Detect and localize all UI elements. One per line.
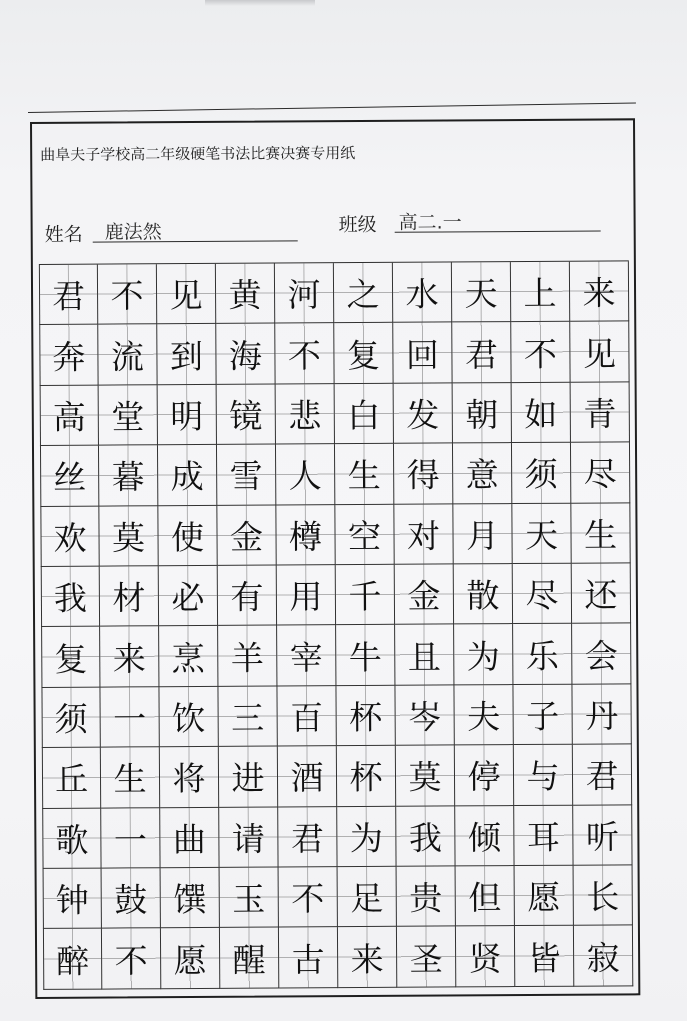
grid-cell: 水 <box>393 262 452 323</box>
grid-cell: 人 <box>276 444 335 505</box>
grid-cell: 但 <box>456 866 515 927</box>
grid-cell: 倾 <box>455 806 514 867</box>
grid-cell: 寂 <box>574 926 633 987</box>
grid-cell: 堂 <box>99 385 158 446</box>
grid-cell: 乐 <box>513 624 572 685</box>
grid-cell: 君 <box>278 807 337 868</box>
grid-cell: 三 <box>218 686 277 747</box>
grid-cell: 金 <box>217 505 276 566</box>
grid-cell: 有 <box>218 566 277 627</box>
grid-cell: 奔 <box>39 325 98 386</box>
grid-cell: 子 <box>513 684 572 745</box>
grid-cell: 饮 <box>159 687 218 748</box>
grid-cell: 月 <box>453 504 512 565</box>
grid-cell: 我 <box>396 806 455 867</box>
grid-cell: 海 <box>216 324 275 385</box>
grid-cell: 复 <box>41 627 100 688</box>
grid-cell: 明 <box>158 385 217 446</box>
grid-cell: 一 <box>101 808 160 869</box>
grid-cell: 用 <box>277 565 336 626</box>
grid-cell: 君 <box>573 745 632 806</box>
grid-cell: 贵 <box>397 866 456 927</box>
grid-cell: 不 <box>98 264 157 325</box>
grid-cell: 青 <box>571 382 630 443</box>
grid-cell: 成 <box>158 445 217 506</box>
grid-cell: 如 <box>512 382 571 443</box>
grid-cell: 金 <box>395 564 454 625</box>
name-underline <box>93 240 298 242</box>
grid-cell: 馔 <box>161 868 220 929</box>
grid-cell: 使 <box>158 505 217 566</box>
grid-cell: 鼓 <box>102 868 161 929</box>
grid-cell: 黄 <box>216 264 275 325</box>
grid-cell: 醒 <box>220 928 279 989</box>
grid-cell: 回 <box>393 323 452 384</box>
paper-edge-shadow <box>205 0 315 6</box>
grid-cell: 听 <box>573 805 632 866</box>
grid-cell: 杯 <box>337 746 396 807</box>
grid-cell: 古 <box>279 928 338 989</box>
grid-cell: 酒 <box>278 746 337 807</box>
grid-cell: 之 <box>334 263 393 324</box>
grid-cell: 材 <box>100 566 159 627</box>
grid-cell: 见 <box>570 322 629 383</box>
grid-cell: 我 <box>41 567 100 628</box>
grid-cell: 雪 <box>217 445 276 506</box>
grid-cell: 生 <box>101 747 160 808</box>
grid-cell: 歌 <box>42 808 101 869</box>
grid-cell: 钟 <box>43 869 102 930</box>
grid-cell: 为 <box>454 624 513 685</box>
grid-cell: 玉 <box>220 867 279 928</box>
grid-cell: 宰 <box>277 626 336 687</box>
grid-cell: 为 <box>337 806 396 867</box>
grid-cell: 耳 <box>514 805 573 866</box>
grid-cell: 流 <box>98 325 157 386</box>
grid-cell: 来 <box>338 927 397 988</box>
grid-cell: 且 <box>395 625 454 686</box>
grid-cell: 长 <box>574 865 633 926</box>
class-label: 班级 <box>338 213 377 237</box>
class-underline <box>395 231 601 233</box>
grid-cell: 杯 <box>336 686 395 747</box>
grid-cell: 君 <box>39 265 98 326</box>
grid-cell: 不 <box>279 867 338 928</box>
grid-cell: 烹 <box>159 626 218 687</box>
grid-cell: 君 <box>452 322 511 383</box>
grid-cell: 醉 <box>43 929 102 990</box>
grid-cell: 圣 <box>397 927 456 988</box>
sheet-title: 曲阜夫子学校高二年级硬笔书法比赛决赛专用纸 <box>40 144 356 164</box>
grid-cell: 进 <box>219 747 278 808</box>
grid-cell: 莫 <box>99 506 158 567</box>
grid-cell: 岑 <box>395 685 454 746</box>
grid-cell: 意 <box>453 443 512 504</box>
character-grid <box>39 260 633 989</box>
grid-cell: 牛 <box>336 625 395 686</box>
grid-cell: 停 <box>455 745 514 806</box>
grid-cell: 皆 <box>515 926 574 987</box>
grid-cell: 得 <box>394 444 453 505</box>
grid-cell: 会 <box>572 624 631 685</box>
grid-cell: 散 <box>454 564 513 625</box>
grid-cell: 请 <box>219 807 278 868</box>
grid-cell: 复 <box>334 323 393 384</box>
grid-cell: 白 <box>335 384 394 445</box>
grid-cell: 愿 <box>515 866 574 927</box>
grid-cell: 来 <box>570 261 629 322</box>
grid-cell: 朝 <box>453 383 512 444</box>
grid-cell: 不 <box>511 322 570 383</box>
grid-cell: 千 <box>336 565 395 626</box>
grid-cell: 生 <box>335 444 394 505</box>
grid-cell: 不 <box>102 929 161 990</box>
grid-cell: 高 <box>40 385 99 446</box>
grid-cell: 一 <box>100 687 159 748</box>
grid-cell: 丘 <box>42 748 101 809</box>
grid-cell: 发 <box>394 383 453 444</box>
grid-cell: 百 <box>277 686 336 747</box>
grid-cell: 羊 <box>218 626 277 687</box>
grid-cell: 尽 <box>513 564 572 625</box>
name-value: 鹿法然 <box>104 221 162 244</box>
grid-cell: 足 <box>338 867 397 928</box>
grid-cell: 莫 <box>396 746 455 807</box>
grid-cell: 天 <box>452 262 511 323</box>
grid-cell: 到 <box>157 324 216 385</box>
name-label: 姓名 <box>44 223 83 246</box>
grid-cell: 上 <box>511 262 570 323</box>
grid-cell: 必 <box>159 566 218 627</box>
grid-cell: 还 <box>572 563 631 624</box>
grid-cell: 悲 <box>276 384 335 445</box>
grid-cell: 贤 <box>456 926 515 987</box>
grid-cell: 丹 <box>572 684 631 745</box>
grid-cell: 来 <box>100 627 159 688</box>
grid-cell: 曲 <box>160 807 219 868</box>
grid-cell: 夫 <box>454 685 513 746</box>
grid-cell: 暮 <box>99 445 158 506</box>
grid-cell: 尽 <box>571 443 630 504</box>
grid-cell: 将 <box>160 747 219 808</box>
grid-cell: 对 <box>394 504 453 565</box>
grid-cell: 须 <box>512 443 571 504</box>
calligraphy-sheet <box>30 118 640 999</box>
grid-cell: 欢 <box>40 506 99 567</box>
top-rule-line <box>28 102 636 113</box>
grid-cell: 愿 <box>161 928 220 989</box>
grid-cell: 须 <box>41 687 100 748</box>
grid-cell: 与 <box>514 745 573 806</box>
grid-cell: 空 <box>335 504 394 565</box>
grid-cell: 河 <box>275 263 334 324</box>
grid-cell: 天 <box>512 503 571 564</box>
grid-cell: 丝 <box>40 446 99 507</box>
class-value: 高二.一 <box>398 211 462 234</box>
grid-cell: 生 <box>571 503 630 564</box>
grid-cell: 不 <box>275 324 334 385</box>
grid-cell: 镜 <box>217 384 276 445</box>
grid-cell: 樽 <box>276 505 335 566</box>
grid-cell: 见 <box>157 264 216 325</box>
